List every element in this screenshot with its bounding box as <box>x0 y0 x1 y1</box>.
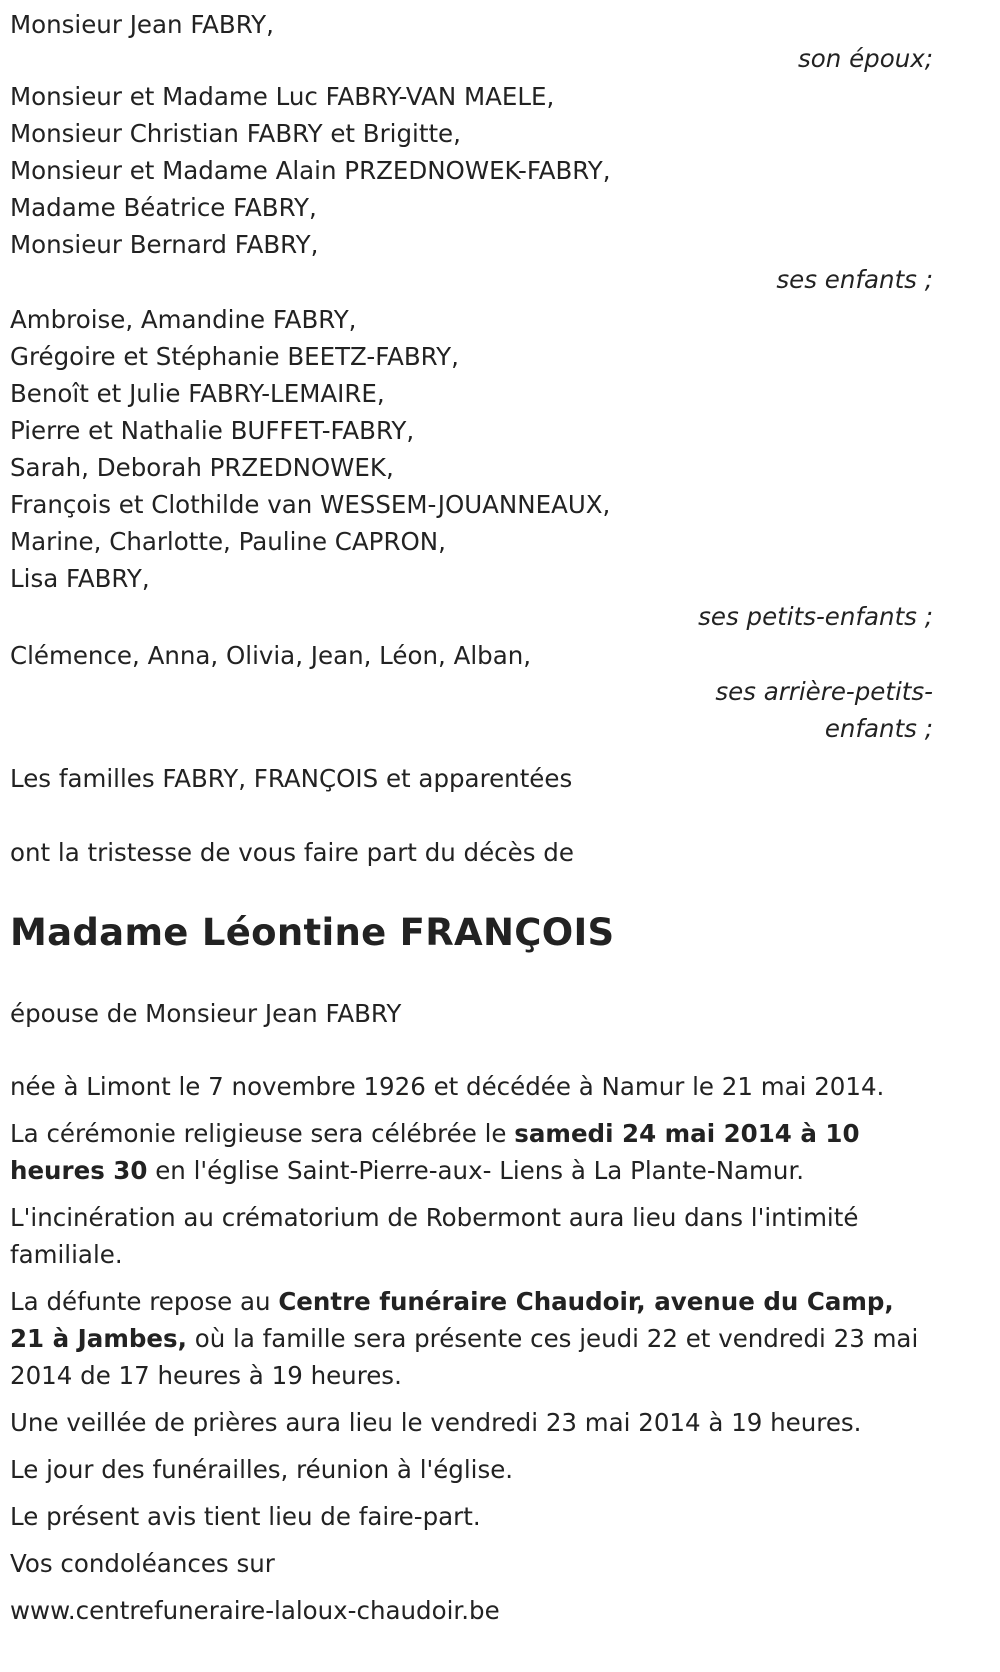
child-name: Monsieur Christian FABRY et Brigitte, <box>10 119 461 148</box>
deceased-name: Madame Léontine FRANÇOIS <box>10 911 615 954</box>
children-role: ses enfants ; <box>776 265 933 294</box>
birth-death-paragraph: née à Limont le 7 novembre 1926 et décédée à Namur le 21 mai 2014. <box>10 1072 885 1101</box>
grandchild-name: Grégoire et Stéphanie BEETZ-FABRY, <box>10 342 459 371</box>
ceremony-intro: La cérémonie religieuse sera célébrée le <box>10 1119 515 1148</box>
grandchildren-role: ses petits-enfants ; <box>698 602 933 631</box>
grandchild-name: Lisa FABRY, <box>10 564 150 593</box>
ceremony-location: en l'église Saint-Pierre-aux- Liens à La Plante-Namur. <box>147 1156 805 1185</box>
great-grandchildren-group <box>10 637 933 747</box>
announcement-line: ont la tristesse de vous faire part du décès de <box>10 838 574 867</box>
spouse-of-line: épouse de Monsieur Jean FABRY <box>10 999 402 1028</box>
children-group <box>10 78 933 298</box>
families-line: Les familles FABRY, FRANÇOIS et apparentées <box>10 764 573 793</box>
grandchild-name: François et Clothilde van WESSEM-JOUANNEAUX, <box>10 490 611 519</box>
child-name: Monsieur et Madame Luc FABRY-VAN MAELE, <box>10 82 555 111</box>
great-grandchildren-role <box>10 673 933 747</box>
great-grandchild-names: Clémence, Anna, Olivia, Jean, Léon, Alban, <box>10 641 532 670</box>
spouse-role: son époux; <box>798 44 933 73</box>
grandchildren-group <box>10 301 933 635</box>
obituary-notice <box>10 0 933 1629</box>
spouse-name: Monsieur Jean FABRY, <box>10 10 274 39</box>
rests-at-intro: La défunte repose au <box>10 1287 279 1316</box>
grandchild-name: Ambroise, Amandine FABRY, <box>10 305 357 334</box>
grandchild-name: Pierre et Nathalie BUFFET-FABRY, <box>10 416 415 445</box>
grandchild-name: Benoît et Julie FABRY-LEMAIRE, <box>10 379 385 408</box>
great-grandchildren-role-line2: enfants ; <box>824 714 933 743</box>
grandchild-name: Sarah, Deborah PRZEDNOWEK, <box>10 453 394 482</box>
rests-at-paragraph <box>10 1283 933 1394</box>
ceremony-paragraph <box>10 1115 933 1189</box>
condolences-website: www.centrefuneraire-laloux-chaudoir.be <box>10 1596 500 1625</box>
funeral-meeting-paragraph: Le jour des funérailles, réunion à l'église. <box>10 1455 514 1484</box>
rests-at-details: où la famille sera présente ces jeudi 22 et vendredi 23 mai 2014 de 17 heures à 19 heures. <box>10 1324 919 1390</box>
grandchild-name: Marine, Charlotte, Pauline CAPRON, <box>10 527 446 556</box>
cremation-paragraph: L'incinération au crématorium de Robermont aura lieu dans l'intimité familiale. <box>10 1203 859 1269</box>
child-name: Monsieur et Madame Alain PRZEDNOWEK-FABRY, <box>10 156 611 185</box>
great-grandchildren-role-line1: ses arrière-petits- <box>715 677 933 706</box>
rests-at-place: Centre funéraire Chaudoir, avenue du Camp, 21 à Jambes, <box>10 1287 894 1353</box>
ceremony-datetime: samedi 24 mai 2014 à 10 heures 30 <box>10 1119 860 1185</box>
child-name: Monsieur Bernard FABRY, <box>10 230 319 259</box>
child-name: Madame Béatrice FABRY, <box>10 193 317 222</box>
notice-paragraph: Le présent avis tient lieu de faire-part. <box>10 1502 481 1531</box>
condolences-paragraph: Vos condoléances sur <box>10 1549 275 1578</box>
vigil-paragraph: Une veillée de prières aura lieu le vendredi 23 mai 2014 à 19 heures. <box>10 1408 862 1437</box>
spouse-group <box>10 0 933 77</box>
